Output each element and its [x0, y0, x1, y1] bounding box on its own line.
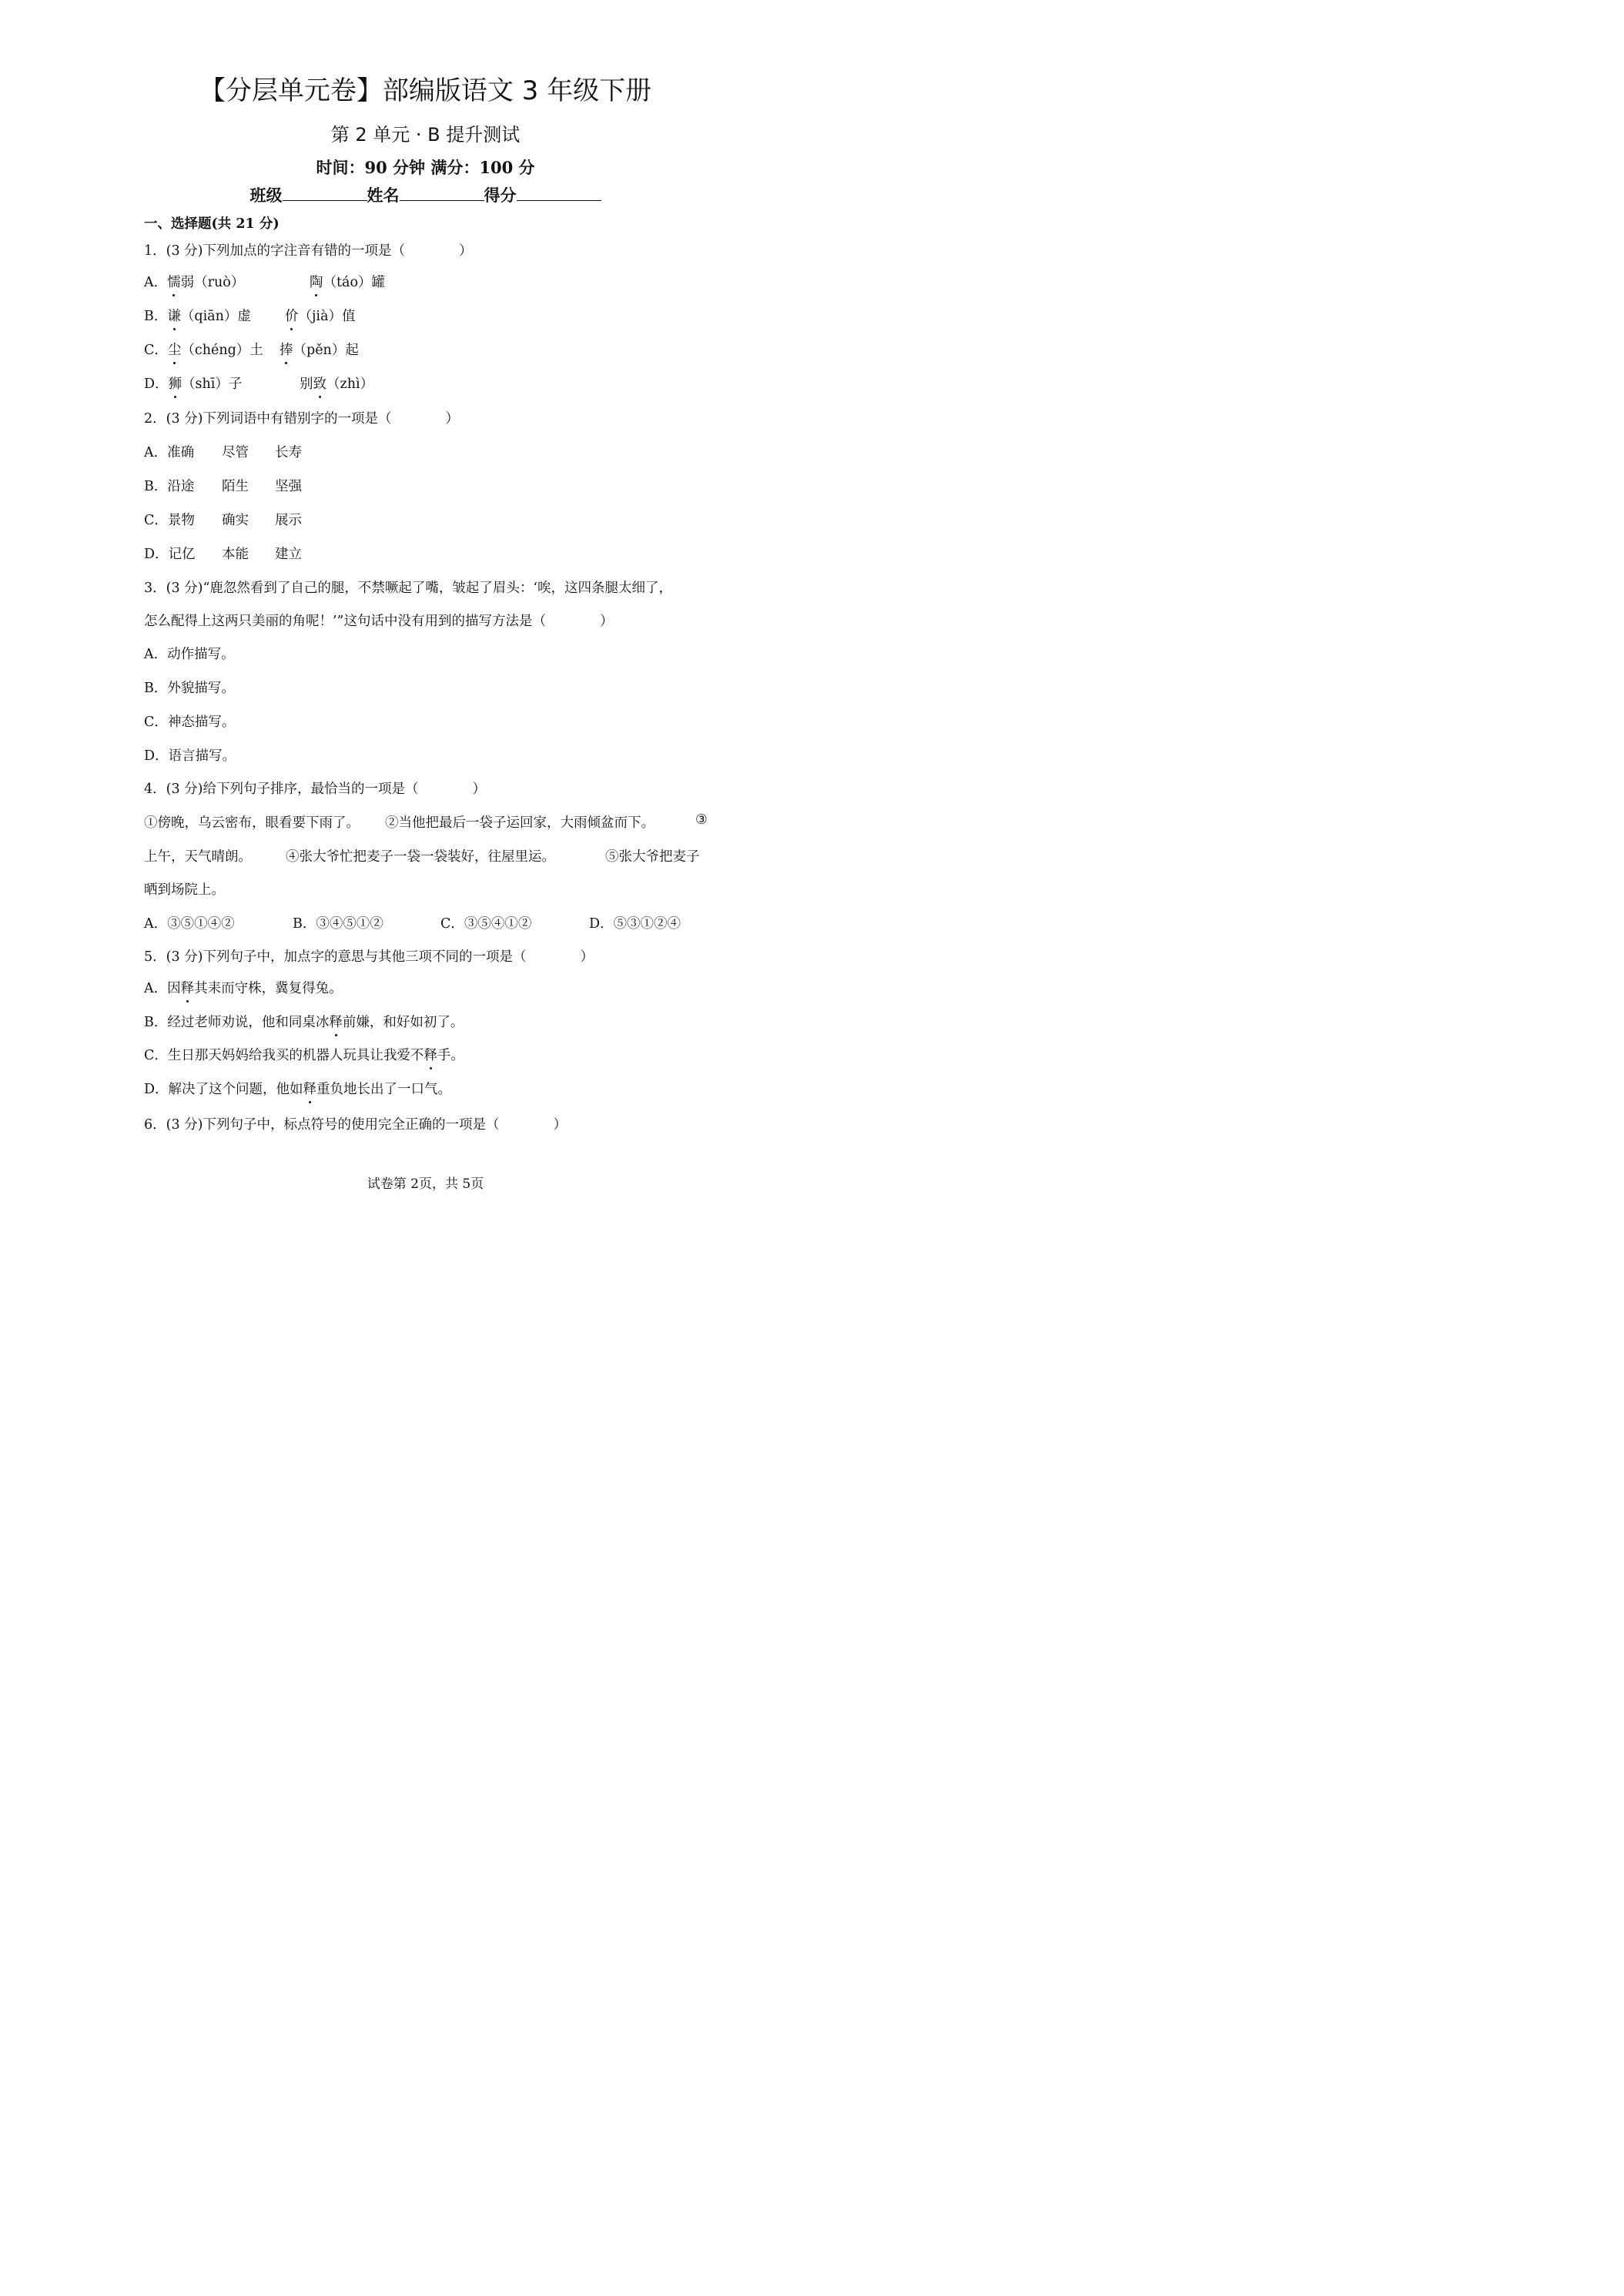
q4-sentence-5: ⑤张大爷把麦子 [605, 849, 700, 865]
q5-option-a: A．因释其耒而守株，冀复得兔。 [144, 978, 343, 997]
q4-sentence-2: ②当他把最后一袋子运回家，大雨倾盆而下。 [385, 815, 655, 831]
name-blank[interactable] [400, 186, 484, 201]
question-4-stem: 4．(3 分)给下列句子排序，最恰当的一项是（ ） [144, 782, 486, 797]
q1-option-b: B．谦（qiān）虚 价（jià）值 [144, 306, 251, 325]
q4-option-d: D．⑤③①②④ [589, 916, 681, 932]
name-label: 姓名 [367, 186, 400, 205]
q1-option-c: C．尘（chéng）土 捧（pěn）起 [144, 340, 263, 359]
q2-option-c: C．景物 确实 展示 [144, 513, 302, 528]
student-info-row [0, 183, 851, 206]
question-2-stem: 2．(3 分)下列词语中有错别字的一项是（ ） [144, 411, 459, 427]
q5-option-b: B．经过老师劝说，他和同桌冰释前嫌，和好如初了。 [144, 1012, 464, 1031]
q2-option-d: D．记亿 本能 建立 [144, 547, 302, 562]
paper-subtitle: 第 2 单元 · B 提升测试 [330, 124, 521, 146]
paper-title: 【分层单元卷】部编版语文 3 年级下册 [199, 75, 652, 106]
q4-sentence-3: 上午，天气晴朗。 [144, 849, 252, 865]
time-and-score: 时间：90 分钟 满分：100 分 [316, 158, 535, 177]
section-heading: 一、选择题(共 21 分) [144, 216, 280, 232]
q4-option-a: A．③⑤①④② [144, 916, 235, 932]
score-label: 得分 [484, 186, 517, 205]
question-3-stem-line1: 3．(3 分)“鹿忽然看到了自己的腿，不禁噘起了嘴，皱起了眉头：‘唉，这四条腿太细了， [144, 581, 672, 596]
q1-option-a: A．懦弱（ruò） 陶（táo）罐 [144, 272, 244, 291]
q4-sentence-4: ④张大爷忙把麦子一袋一袋装好，往屋里运。 [286, 849, 555, 865]
question-3-stem-line2: 怎么配得上这两只美丽的角呢！’”这句话中没有用到的描写方法是（ ） [144, 614, 614, 629]
score-blank[interactable] [517, 186, 601, 201]
q4-sentence-1: ①傍晚，乌云密布，眼看要下雨了。 [144, 815, 360, 831]
q3-option-b: B．外貌描写。 [144, 681, 235, 696]
q4-option-c: C．③⑤④①② [440, 916, 532, 932]
q4-option-b: B．③④⑤①② [293, 916, 383, 932]
q5-option-c: C．生日那天妈妈给我买的机器人玩具让我爱不释手。 [144, 1045, 464, 1064]
question-5-stem: 5．(3 分)下列句子中，加点字的意思与其他三项不同的一项是（ ） [144, 949, 594, 965]
q2-option-b: B．沿途 陌生 坚强 [144, 479, 302, 494]
q1-option-d: D．狮（shī）子 别致（zhì） [144, 373, 242, 393]
question-6-stem: 6．(3 分)下列句子中，标点符号的使用完全正确的一项是（ ） [144, 1117, 567, 1133]
q4-sentence-3-marker: ③ [695, 812, 708, 828]
q2-option-a: A．准确 尽管 长寿 [144, 445, 302, 460]
q4-sentence-5-cont: 晒到场院上。 [144, 882, 225, 898]
question-1-stem: 1．(3 分)下列加点的字注音有错的一项是（ ） [144, 243, 473, 259]
class-label: 班级 [249, 186, 283, 205]
q3-option-c: C．神态描写。 [144, 715, 236, 730]
page-footer: 试卷第 2页，共 5页 [367, 1176, 484, 1192]
q3-option-a: A．动作描写。 [144, 647, 235, 662]
class-blank[interactable] [283, 186, 367, 201]
q5-option-d: D．解决了这个问题，他如释重负地长出了一口气。 [144, 1079, 451, 1098]
q3-option-d: D．语言描写。 [144, 748, 236, 764]
